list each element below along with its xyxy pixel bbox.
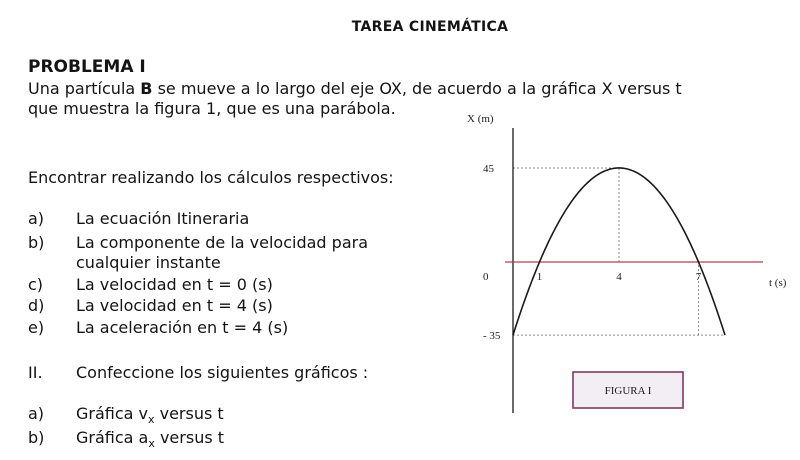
task-prefix: Gráfica a (76, 428, 149, 447)
y-tick-label: 0 (483, 271, 489, 283)
x-tick-label: 4 (616, 271, 622, 283)
x-tick-labels (537, 271, 702, 283)
statement-line-2: que muestra la figura 1, que es una parábola. (28, 99, 396, 118)
x-tick-label: 7 (695, 271, 702, 283)
question-text: La ecuación Itineraria (76, 209, 250, 228)
section-text: Confeccione los siguientes gráficos : (76, 363, 369, 382)
figure-label: FIGURA I (604, 385, 652, 397)
document-title: TAREA CINEMÁTICA (351, 19, 509, 35)
question-marker: c) (28, 275, 44, 294)
question-marker: a) (28, 209, 45, 228)
task-suffix: versus t (154, 428, 225, 447)
task-marker: b) (28, 428, 45, 447)
task-text (76, 404, 224, 430)
task-prefix: Gráfica v (76, 404, 149, 423)
problem-heading: PROBLEMA I (28, 57, 146, 77)
statement-text-2: se mueve a lo largo del eje OX, de acuerdo a la gráfica X versus t (152, 79, 682, 98)
y-axis-label: X (m) (467, 113, 494, 125)
question-text: La velocidad en t = 0 (s) (76, 275, 273, 294)
statement-line-1 (28, 79, 788, 99)
question-text: La componente de la velocidad para (76, 233, 369, 252)
position-time-chart (455, 108, 800, 428)
x-tick-label: 1 (536, 271, 543, 283)
question-marker: d) (28, 296, 45, 315)
y-tick-label: 45 (483, 162, 494, 175)
y-tick-labels (483, 163, 501, 342)
task-subscript: x (148, 413, 155, 427)
section-marker: II. (28, 363, 43, 382)
task-subscript: x (148, 437, 155, 451)
question-text: La aceleración en t = 4 (s) (76, 318, 289, 337)
task-text (76, 428, 224, 454)
question-marker: b) (28, 233, 45, 252)
x-axis-label: t (s) (769, 277, 787, 289)
question-text: cualquier instante (76, 253, 221, 272)
task-marker: a) (28, 404, 45, 423)
y-tick-label: - 35 (483, 330, 501, 343)
instruction-text: Encontrar realizando los cálculos respectivos: (28, 168, 394, 187)
particle-name: B (140, 79, 153, 98)
question-marker: e) (28, 318, 45, 337)
statement-text-1: Una partícula (28, 79, 141, 98)
question-text: La velocidad en t = 4 (s) (76, 296, 273, 315)
task-suffix: versus t (154, 404, 224, 423)
